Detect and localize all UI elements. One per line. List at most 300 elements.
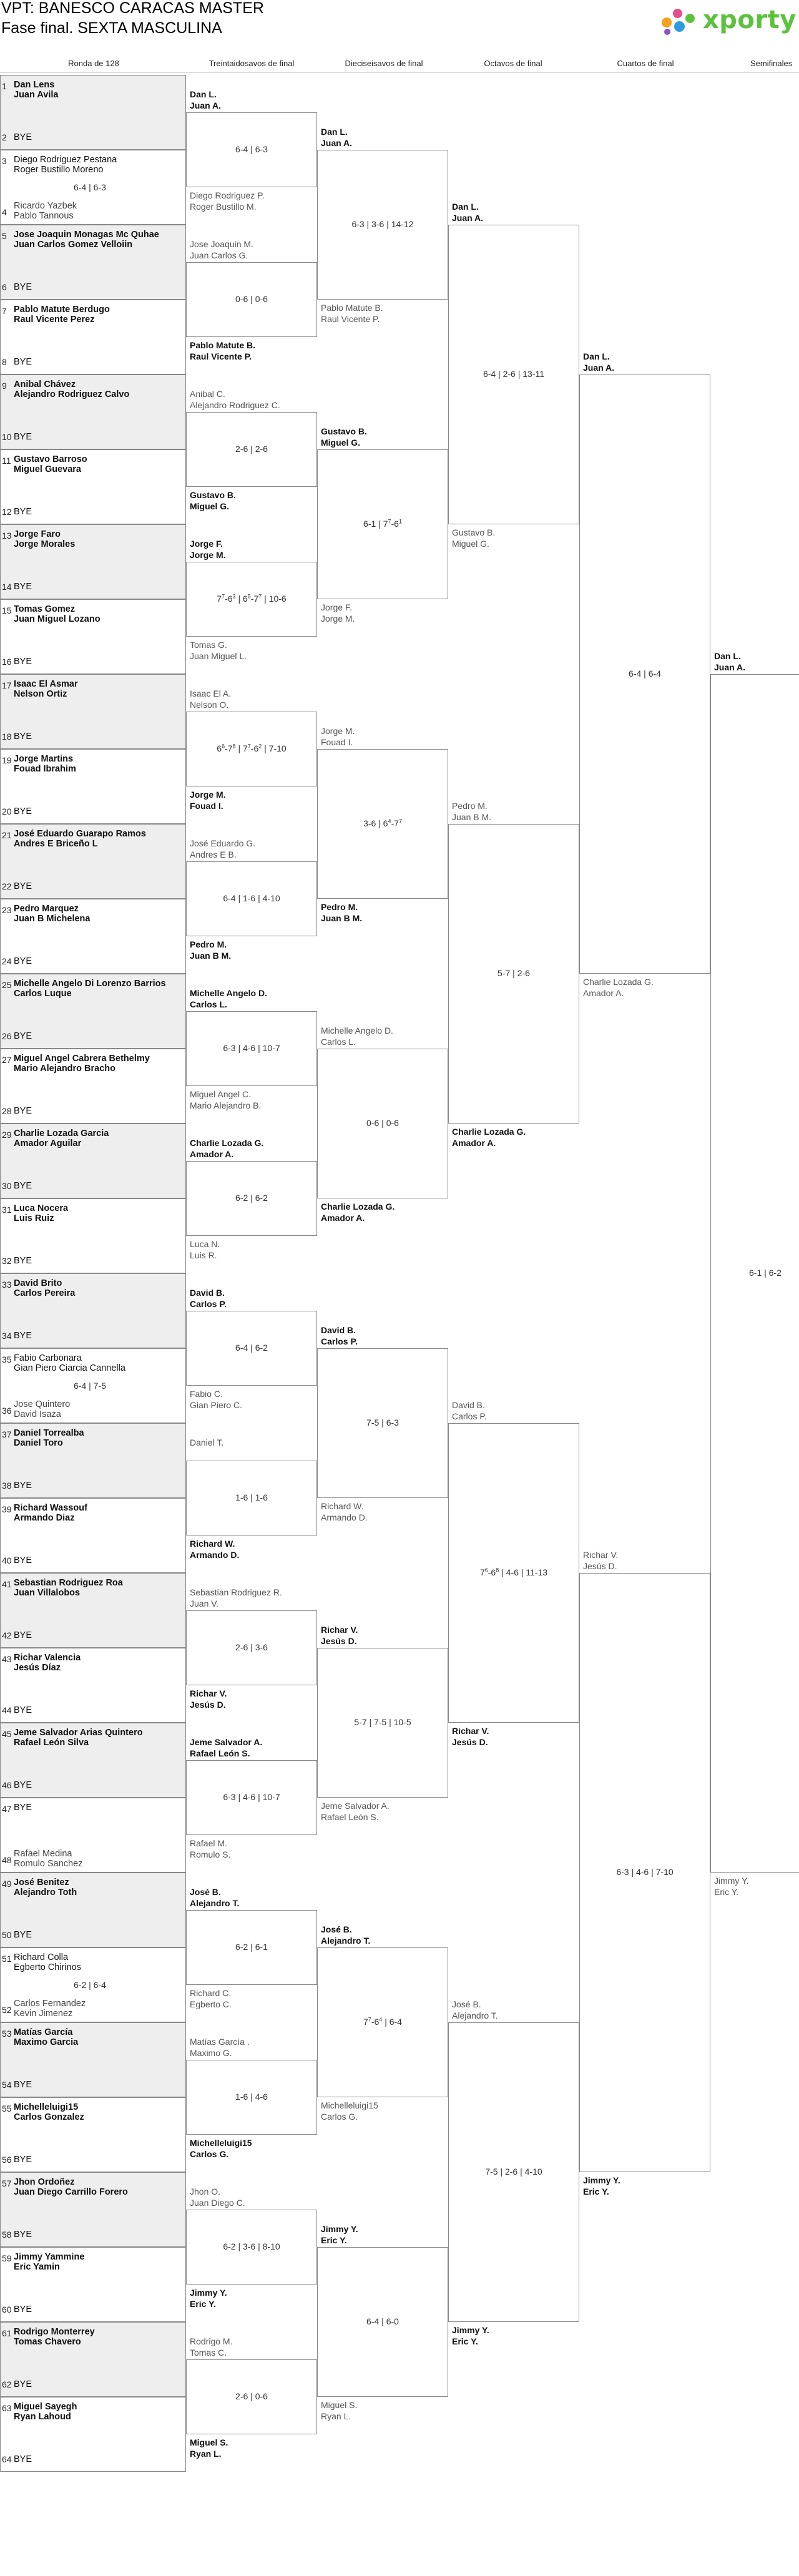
team-name: Gustavo B. [321,426,367,436]
player-name: David Isaza [14,1409,61,1419]
team-name: Eric Y. [190,2299,216,2309]
r32-score: 6-1 | $7^7-6^1$ [363,518,402,529]
team-name: Matías García . [190,2037,250,2047]
bye-label: BYE [14,806,32,816]
team-name: Jimmy Y. [452,2325,489,2335]
team-name: Isaac El A. [190,688,232,698]
team-name: Daniel T. [190,1437,224,1447]
seed-number: 33 [2,1280,12,1290]
team-name: Gustavo B. [190,490,236,500]
player-name: Carlos Fernandez [14,1999,86,2009]
team-name: Carlos P. [452,1411,487,1421]
r32-score: 3-6 | $6^4-7^7$ [363,818,402,828]
team-name: Eric Y. [321,2235,347,2245]
team-name: Pedro M. [190,939,227,949]
team-name: Fouad I. [321,737,353,747]
team-name: Rafael León S. [321,1812,379,1822]
team-name: Luca N. [190,1239,220,1249]
seed-number: 9 [2,381,7,391]
player-name: Miguel Guevara [14,464,81,474]
r64-score: 2-6 | 3-6 [235,1642,268,1652]
team-name: David B. [190,1288,225,1298]
team-name: Juan A. [190,100,222,110]
player-name: Jeme Salvador Arias Quintero [14,1728,143,1738]
seed-number: 39 [2,1504,12,1514]
team-name: Jimmy Y. [714,1876,749,1886]
team-name: Jorge M. [321,614,355,624]
player-name: Michelleluigi15 [14,2102,79,2112]
player-name: Nelson Ortiz [14,689,67,699]
player-name: Miguel Sayegh [14,2402,77,2412]
r64-score: 6-2 | 6-1 [235,1942,268,1952]
seed-number: 3 [2,156,7,166]
seed-number: 36 [2,1406,12,1416]
team-name: Juan B M. [452,812,492,822]
player-name: Jorge Morales [14,539,76,549]
page-subtitle: Fase final. SEXTA MASCULINA [1,19,222,37]
player-name: Fouad Ibrahim [14,764,76,774]
team-name: Alejandro T. [452,2010,498,2020]
team-name: Carlos P. [321,1336,358,1346]
team-name: Jesús D. [190,1700,226,1710]
seed-number: 64 [2,2454,12,2464]
player-name: Rafael Medina [14,1849,72,1859]
seed-number: 57 [2,2178,12,2188]
seed-number: 17 [2,680,12,690]
r64-score: 6-3 | 4-6 | 10-7 [223,1792,280,1802]
bye-label: BYE [14,2454,32,2464]
header-divider [0,72,799,73]
round-header: Semifinales [750,59,793,68]
logo-dot-icon [664,29,670,35]
team-name: Pedro M. [321,902,358,912]
player-name: Amador Aguilar [14,1139,82,1148]
team-name: Jesús D. [583,1561,617,1571]
player-name: Richar Valencia [14,1653,81,1663]
team-name: José Eduardo G. [190,838,256,848]
r64-score: 6-3 | 4-6 | 10-7 [223,1043,280,1053]
team-name: Ryan L. [321,2411,351,2421]
logo-dot-icon [674,21,685,32]
seed-number: 13 [2,531,12,541]
match-score: 6-2 | 6-4 [74,1980,106,1990]
team-name: Rafael León S. [190,1748,250,1758]
seed-number: 1 [2,81,7,91]
team-name: Armando D. [190,1550,240,1560]
team-name: Tomas G. [190,640,227,650]
team-name: Alejandro Rodriguez C. [190,400,280,410]
player-name: Kevin Jimenez [14,2009,73,2019]
player-name: Alejandro Toth [14,1888,77,1898]
bye-label: BYE [14,1181,32,1191]
seed-number: 54 [2,2080,12,2090]
team-name: Richar V. [583,1550,619,1560]
r64-score: 6-2 | 6-2 [235,1193,268,1203]
seed-number: 4 [2,207,7,217]
player-name: Richard Colla [14,1952,69,1962]
player-name: Carlos Gonzalez [14,2112,84,2122]
player-name: Miguel Angel Cabrera Bethelmy [14,1054,150,1064]
team-name: David B. [452,1400,485,1410]
r32-score: 6-3 | 3-6 | 14-12 [351,219,414,229]
team-name: David B. [321,1325,356,1335]
seed-number: 15 [2,605,12,615]
seed-number: 12 [2,507,12,517]
team-name: Amador A. [321,1213,365,1223]
seed-number: 32 [2,1256,12,1266]
team-name: Michelle Angelo D. [321,1026,393,1036]
team-name: Miguel S. [190,2437,228,2447]
r64-score: 0-6 | 0-6 [235,294,268,304]
team-name: Carlos G. [190,2149,229,2159]
player-name: Maximo Garcia [14,2037,79,2047]
team-name: Juan Miguel L. [190,651,247,661]
bye-label: BYE [14,1630,32,1640]
team-name: Dan L. [190,89,217,99]
seed-number: 11 [2,456,11,466]
seed-number: 20 [2,806,12,816]
team-name: Miguel G. [452,539,489,549]
logo-dot-icon [662,17,672,27]
team-name: Richard W. [190,1539,235,1549]
team-name: Jeme Salvador A. [190,1737,263,1747]
team-name: Jesús D. [452,1737,488,1747]
bye-label: BYE [14,1705,32,1715]
team-name: Jimmy Y. [583,2175,620,2185]
bye-label: BYE [14,657,32,667]
bye-label: BYE [14,1331,32,1341]
team-name: Jorge M. [190,790,226,800]
r16-score: 6-4 | 2-6 | 13-11 [483,369,545,379]
r64-score: 6-4 | 6-3 [235,144,268,154]
bye-label: BYE [14,732,32,742]
team-name: Ryan L. [190,2449,222,2459]
team-name: Miguel G. [321,438,360,448]
player-name: BYE [14,1803,32,1813]
team-name: Armando D. [321,1512,368,1522]
team-name: Juan A. [452,213,484,223]
seed-number: 53 [2,2029,12,2039]
player-name: Ricardo Yazbek [14,201,77,211]
seed-number: 42 [2,1630,12,1640]
r64-score: 6-4 | 1-6 | 4-10 [223,893,280,903]
qf-score: 6-3 | 4-6 | 7-10 [616,1867,674,1877]
bye-label: BYE [14,1780,32,1790]
seed-number: 8 [2,357,7,367]
seed-number: 47 [2,1804,12,1814]
team-name: Miguel Angel C. [190,1089,252,1099]
team-name: Nelson O. [190,700,229,710]
seed-number: 38 [2,1481,12,1491]
bye-label: BYE [14,1031,32,1041]
team-name: Richard C. [190,1988,232,1998]
seed-number: 46 [2,1780,12,1790]
team-name: Michelleluigi15 [321,2100,378,2110]
team-name: Jhon O. [190,2187,221,2196]
player-name: José Benitez [14,1878,69,1888]
seed-number: 44 [2,1705,12,1715]
team-name: Rafael M. [190,1838,227,1848]
seed-number: 2 [2,132,7,142]
seed-number: 24 [2,956,12,966]
seed-number: 60 [2,2304,12,2314]
player-name: Luca Nocera [14,1203,69,1213]
bye-label: BYE [14,432,32,442]
team-name: Luis R. [190,1250,217,1260]
bye-label: BYE [14,881,32,891]
round-header: Octavos de final [484,59,542,68]
player-name: Jose Joaquin Monagas Mc Quhae [14,230,159,240]
team-name: Pablo Matute B. [321,303,383,313]
r32-score: 0-6 | 0-6 [366,1118,399,1128]
seed-number: 37 [2,1429,12,1439]
team-name: Dan L. [321,127,348,137]
player-name: Michelle Angelo Di Lorenzo Barrios [14,979,166,989]
team-name: Dan L. [452,202,479,212]
player-name: Juan Avila [14,90,59,100]
seed-number: 25 [2,980,12,990]
logo-dot-icon [673,9,682,18]
team-name: Richard W. [321,1501,364,1511]
player-name: Richard Wassouf [14,1503,87,1513]
player-name: Luis Ruiz [14,1213,54,1223]
team-name: Juan A. [714,662,746,672]
bye-label: BYE [14,507,32,517]
player-name: Carlos Luque [14,989,72,999]
r64-score: 6-4 | 6-2 [235,1343,268,1353]
round-header: Dieciseisavos de final [345,59,423,68]
r32-score: 5-7 | 7-5 | 10-5 [354,1717,411,1727]
team-name: Miguel G. [190,501,229,511]
seed-number: 49 [2,1879,12,1889]
bye-label: BYE [14,282,32,292]
team-name: Eric Y. [714,1887,739,1897]
team-name: Carlos L. [321,1037,356,1047]
player-name: Pedro Marquez [14,904,79,914]
team-name: Juan V. [190,1599,219,1609]
team-name: Juan B M. [321,913,363,923]
seed-number: 43 [2,1654,12,1664]
seed-number: 19 [2,755,12,765]
team-name: Eric Y. [452,2336,478,2346]
seed-number: 27 [2,1055,12,1065]
team-name: Carlos G. [321,2112,358,2122]
player-name: Jorge Faro [14,529,61,539]
team-name: Andres E B. [190,850,237,859]
team-name: Juan Diego C. [190,2198,245,2208]
r64-score: 6-2 | 3-6 | 8-10 [223,2241,280,2251]
seed-number: 63 [2,2403,12,2413]
seed-number: 18 [2,732,12,742]
seed-number: 40 [2,1555,12,1565]
team-name: Alejandro T. [190,1898,240,1908]
team-name: José B. [190,1887,221,1897]
player-name: Alejandro Rodriguez Calvo [14,389,130,399]
team-name: Richar V. [190,1688,227,1698]
player-name: Fabio Carbonara [14,1353,82,1363]
bye-label: BYE [14,1930,32,1940]
team-name: Raul Vicente P. [321,314,380,324]
player-name: Daniel Toro [14,1438,63,1448]
seed-number: 16 [2,657,12,667]
player-name: David Brito [14,1278,62,1288]
team-name: Fouad I. [190,801,223,811]
team-name: Charlie Lozada G. [583,977,654,987]
seed-number: 21 [2,830,12,840]
match-score: 6-4 | 6-3 [74,182,106,192]
bye-label: BYE [14,2080,32,2090]
seed-number: 6 [2,282,7,292]
player-name: Tomas Chavero [14,2337,81,2347]
bye-label: BYE [14,2230,32,2240]
player-name: Romulo Sanchez [14,1859,83,1869]
team-name: Pablo Matute B. [190,340,256,350]
seed-number: 48 [2,1855,12,1865]
player-name: Armando Diaz [14,1513,75,1523]
player-name: Rodrigo Monterrey [14,2327,95,2337]
player-name: José Eduardo Guarapo Ramos [14,829,146,839]
r64-score: 1-6 | 1-6 [235,1492,268,1502]
player-name: Rafael León Silva [14,1738,89,1748]
seed-number: 52 [2,2005,12,2015]
logo-dot-icon [685,14,695,23]
team-name: Gustavo B. [452,527,496,537]
match-score: 6-4 | 7-5 [74,1381,106,1391]
seed-number: 41 [2,1579,12,1589]
player-name: Mario Alejandro Bracho [14,1064,116,1074]
player-name: Carlos Pereira [14,1288,76,1298]
team-name: José B. [452,1999,481,2009]
seed-number: 5 [2,231,7,241]
player-name: Juan Villalobos [14,1588,81,1598]
seed-number: 30 [2,1181,12,1191]
player-name: Ryan Lahoud [14,2412,71,2422]
team-name: Rodrigo M. [190,2336,233,2346]
player-name: Isaac El Asmar [14,679,78,689]
seed-number: 22 [2,881,12,891]
logo-text: xporty [703,6,797,34]
seed-number: 10 [2,432,12,442]
page-title: VPT: BANESCO CARACAS MASTER [1,0,264,17]
seed-number: 29 [2,1130,12,1140]
team-name: Michelleluigi15 [190,2138,252,2148]
team-name: Jorge F. [190,539,223,549]
team-name: Charlie Lozada G. [321,1202,395,1212]
bye-label: BYE [14,2379,32,2389]
bye-label: BYE [14,132,32,142]
team-name: Mario Alejandro B. [190,1100,262,1110]
bye-label: BYE [14,2304,32,2314]
player-name: Daniel Torrealba [14,1428,84,1438]
bye-label: BYE [14,1555,32,1565]
seed-number: 7 [2,306,7,316]
r32-score: 6-4 | 6-0 [366,2316,399,2326]
sf-score: 6-1 | 6-2 [749,1268,782,1278]
player-name: Pablo Tannous [14,211,74,221]
r64-score: $6^6-7^8$ | $7^7-6^2$ | 7-10 [217,743,287,753]
r32-score: $7^7-6^4$ | 6-4 [363,2016,402,2027]
team-name: Amador A. [583,988,624,998]
seed-number: 56 [2,2155,12,2165]
team-name: Pedro M. [452,801,488,811]
team-name: Jesús D. [321,1636,357,1646]
player-name: Andres E Briceño L [14,839,98,849]
r64-score: 2-6 | 2-6 [235,444,268,454]
r16-score: 7-5 | 2-6 | 4-10 [485,2167,542,2177]
seed-number: 61 [2,2328,12,2338]
bye-label: BYE [14,1481,32,1491]
team-name: Roger Bustillo M. [190,202,257,212]
team-name: Juan B M. [190,951,232,961]
player-name: Charlie Lozada Garcia [14,1129,109,1139]
team-name: Jorge M. [321,726,355,736]
seed-number: 45 [2,1729,12,1739]
team-name: Diego Rodriguez P. [190,190,265,200]
player-name: Juan Miguel Lozano [14,614,100,624]
round-header: Treintaidosavos de final [208,59,295,68]
player-name: Jimmy Yammine [14,2252,85,2262]
bye-label: BYE [14,2155,32,2165]
round-header: Ronda de 128 [68,59,119,68]
team-name: Fabio C. [190,1389,223,1399]
qf-score: 6-4 | 6-4 [629,668,661,678]
team-name: Juan Carlos G. [190,250,248,260]
team-name: Richar V. [452,1726,489,1736]
bye-label: BYE [14,1106,32,1116]
team-name: Jimmy Y. [321,2224,358,2234]
r32-score: 7-5 | 6-3 [366,1418,399,1428]
team-name: Amador A. [190,1149,234,1159]
round-header: Cuartos de final [617,59,674,68]
team-name: Alejandro T. [321,1936,371,1946]
team-name: Raul Vicente P. [190,351,252,361]
seed-number: 28 [2,1106,12,1116]
seed-number: 50 [2,1930,12,1940]
xporty-logo[interactable] [657,4,799,37]
seed-number: 58 [2,2230,12,2240]
team-name: Carlos L. [190,999,227,1009]
r64-score: $7^7-6^3$ | $6^5-7^7$ | 10-6 [217,593,287,604]
seed-number: 55 [2,2103,12,2113]
player-name: Pablo Matute Berdugo [14,305,110,315]
team-name: Richar V. [321,1625,358,1635]
bye-label: BYE [14,357,32,367]
team-name: Charlie Lozada G. [452,1127,526,1137]
r64-score: 2-6 | 0-6 [235,2391,268,2401]
team-name: Jorge M. [190,550,226,560]
seed-number: 23 [2,905,12,915]
player-name: Matías García [14,2027,73,2037]
team-name: Jorge F. [321,602,352,612]
team-name: Miguel S. [321,2400,358,2410]
player-name: Sebastian Rodriguez Roa [14,1578,123,1588]
r16-score: $7^6-6^8$ | 4-6 | 11-13 [479,1567,548,1577]
team-name: José B. [321,1924,352,1934]
player-name: Jhon Ordoñez [14,2177,75,2187]
team-name: Romulo S. [190,1849,231,1859]
team-name: Dan L. [583,351,610,361]
team-name: Jose Joaquin M. [190,239,253,249]
player-name: Gian Piero Ciarcia Cannella [14,1363,125,1373]
r16-score: 5-7 | 2-6 [498,968,530,978]
team-name: Charlie Lozada G. [190,1138,264,1148]
player-name: Gustavo Barroso [14,454,87,464]
player-name: Dan Lens [14,80,55,90]
team-name: Michelle Angelo D. [190,988,267,998]
team-name: Juan A. [321,138,353,148]
player-name: Juan B Michelena [14,914,91,924]
team-name: Tomas C. [190,2348,227,2358]
